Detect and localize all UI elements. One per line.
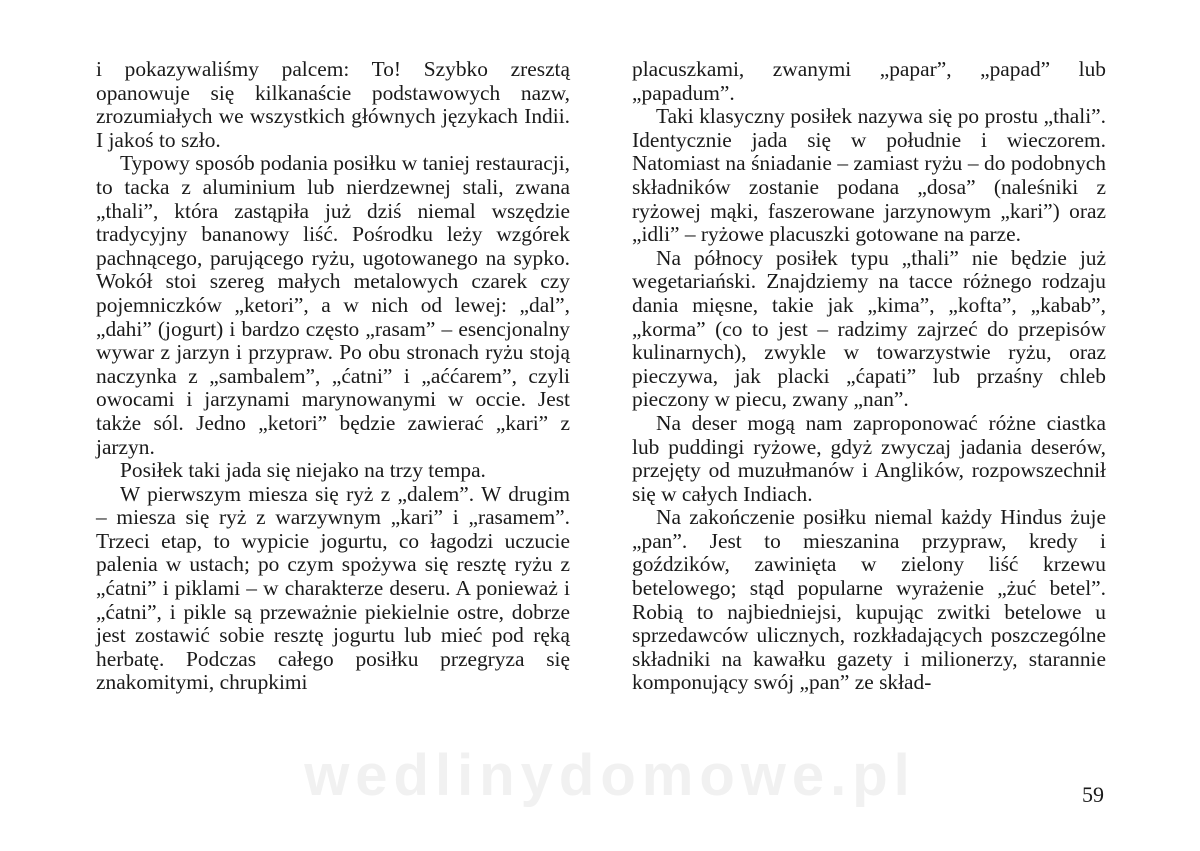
paragraph: Na deser mogą nam zaproponować różne ciastka lub puddingi ryżowe, gdyż zwyczaj jadania deserów, przejęty od muzułmanów i Anglików, rozpowszechnił się w całych Indiach.	[632, 410, 1106, 506]
paragraph: i pokazywaliśmy palcem: To! Szybko zresztą opanowuje się kilkanaście podstawowych nazw, zrozumiałych we wszystkich głównych językach Indii. I jakoś to szło.	[96, 57, 570, 152]
paragraph: Na zakończenie posiłku niemal każdy Hindus żuje „pan”. Jest to mieszanina przypraw, kredy i goździków, zawinięta w zielony liść krzewu betelowego; stąd popularne wyrażenie „żuć betel”. Robią to najbiedniejsi, kupując zwitki betelowe u sprzedawców ulicznych, rozkładających poszczególne składniki na kawałku gazety i milionerzy, starannie komponujący swój „pan” ze skład-	[632, 505, 1106, 695]
paragraph: Taki klasyczny posiłek nazywa się po prostu „thali”. Identycznie jada się w południe i wieczorem. Natomiast na śniadanie – zamiast ryżu – do podobnych składników zostanie podana „dosa” (naleśniki z ryżowej mąki, faszerowane jarzynowym „kari”) oraz „idli” – ryżowe placuszki gotowane na parze.	[632, 104, 1106, 247]
paragraph: placuszkami, zwanymi „papar”, „papad” lub „papadum”.	[632, 57, 1106, 105]
right-text-column	[632, 58, 1106, 695]
paragraph: W pierwszym miesza się ryż z „dalem”. W drugim – miesza się ryż z warzywnym „kari” i „rasamem”. Trzeci etap, to wypicie jogurtu, co łagodzi uczucie palenia w ustach; po czym spożywa się resztę ryżu z „ćatni” i piklami – w charakterze deseru. A ponieważ i „ćatni”, i pikle są przeważnie piekielnie ostre, dobrze jest zostawić sobie resztę jogurtu lub mieć pod ręką herbatę. Podczas całego posiłku przegryza się znakomitymi, chrupkimi	[96, 481, 570, 695]
paragraph: Na północy posiłek typu „thali” nie będzie już wegetariański. Znajdziemy na tacce różnego rodzaju dania mięsne, takie jak „kima”, „kofta”, „kabab”, „korma” (co to jest – radzimy zajrzeć do przepisów kulinarnych), zwykle w towarzystwie ryżu, oraz pieczywa, jak placki „ćapati” lub przaśny chleb pieczony w piecu, zwany „nan”.	[632, 245, 1106, 412]
watermark: wedlinydomowe.pl	[304, 743, 916, 808]
left-text-column	[96, 58, 570, 695]
paragraph: Posiłek taki jada się niejako na trzy tempa.	[120, 458, 486, 483]
page-number: 59	[1082, 782, 1104, 807]
paragraph: Typowy sposób podania posiłku w taniej restauracji, to tacka z aluminium lub nierdzewnej stali, zwana „thali”, która zastąpiła już dziś niemal wszędzie tradycyjny bananowy liść. Pośrodku leży wzgórek pachnącego, parującego ryżu, ugotowanego na sypko. Wokół stoi szereg małych metalowych czarek czy pojemniczków „ketori”, a w nich od lewej: „dal”, „dahi” (jogurt) i bardzo często „rasam” – esencjonalny wywar z jarzyn i przypraw. Po obu stronach ryżu stoją naczynka z „sambalem”, „ćatni” i „aććarem”, czyli owocami i jarzynami marynowanymi w occie. Jest także sól. Jedno „ketori” będzie zawierać „kari” z jarzyn.	[96, 151, 570, 459]
